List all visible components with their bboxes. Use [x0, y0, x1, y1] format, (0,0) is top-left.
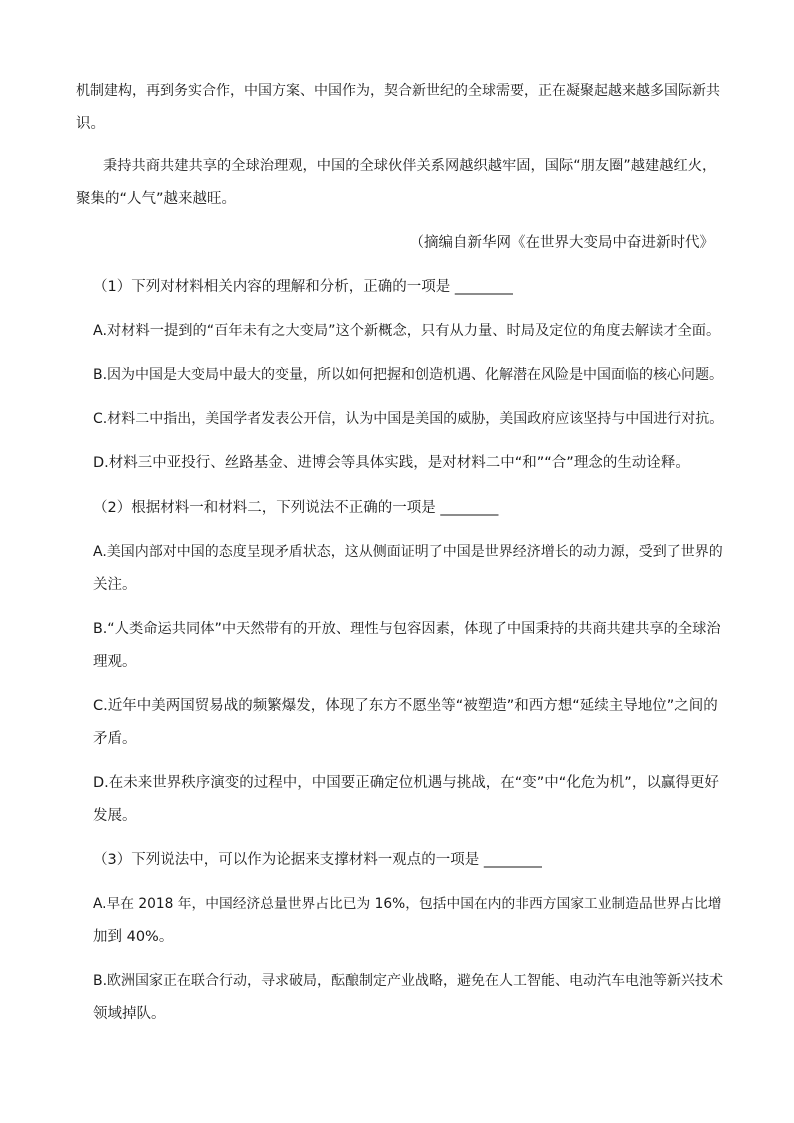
passage-line: 聚集的“人气”越来越旺。	[76, 191, 237, 207]
option-a: A.美国内部对中国的态度呈现矛盾状态，这从侧面证明了中国是世界经济增长的动力源，受到了世界的	[93, 544, 723, 560]
source-citation: （摘编自新华网《在世界大变局中奋进新时代》	[409, 235, 714, 251]
option-d: D.在未来世界秩序演变的过程中，中国要正确定位机遇与挑战，在“变”中“化危为机”，以赢得更好	[93, 775, 719, 791]
option-c: C.近年中美两国贸易战的频繁爆发，体现了东方不愿坐等“被塑造”和西方想“延续主导地位”之间的	[93, 698, 718, 714]
option-a-continued: 加到 40%。	[93, 929, 174, 945]
option-b: B.欧洲国家正在联合行动，寻求破局，酝酿制定产业战略，避免在人工智能、电动汽车电池等新兴技术	[93, 973, 724, 989]
option-b-continued: 理观。	[93, 654, 137, 670]
option-d-continued: 发展。	[93, 808, 137, 824]
option-a: A.对材料一提到的“百年未有之大变局”这个新概念，只有从力量、时局及定位的角度去解读才全面。	[93, 323, 721, 339]
option-a: A.早在 2018 年，中国经济总量世界占比已为 16%，包括中国在内的非西方国家工业制造品世界占比增	[93, 896, 722, 912]
passage-line: 机制建构，再到务实合作，中国方案、中国作为，契合新世纪的全球需要，正在凝聚起越来越多国际新共	[76, 83, 720, 99]
question-stem: （2）根据材料一和材料二，下列说法不正确的一项是 ________	[93, 500, 499, 516]
passage-paragraph: 秉持共商共建共享的全球治理观，中国的全球伙伴关系网越织越牢固，国际“朋友圈”越建越红火，	[103, 158, 717, 174]
option-b: B.“人类命运共同体”中天然带有的开放、理性与包容因素，体现了中国秉持的共商共建共享的全球治	[93, 621, 721, 637]
option-c-continued: 矛盾。	[93, 731, 137, 747]
option-b: B.因为中国是大变局中最大的变量，所以如何把握和创造机遇、化解潜在风险是中国面临的核心问题。	[93, 367, 724, 383]
option-a-continued: 关注。	[93, 577, 137, 593]
question-stem: （1）下列对材料相关内容的理解和分析，正确的一项是 ________	[93, 279, 513, 295]
question-stem: （3）下列说法中，可以作为论据来支撑材料一观点的一项是 ________	[93, 852, 542, 868]
passage-line: 识。	[76, 116, 105, 132]
option-d: D.材料三中亚投行、丝路基金、进博会等具体实践，是对材料二中“和”“合”理念的生动诠释。	[93, 455, 690, 471]
option-c: C.材料二中指出，美国学者发表公开信，认为中国是美国的威胁，美国政府应该坚持与中国进行对抗。	[93, 411, 724, 427]
option-b-continued: 领域掉队。	[93, 1006, 166, 1022]
